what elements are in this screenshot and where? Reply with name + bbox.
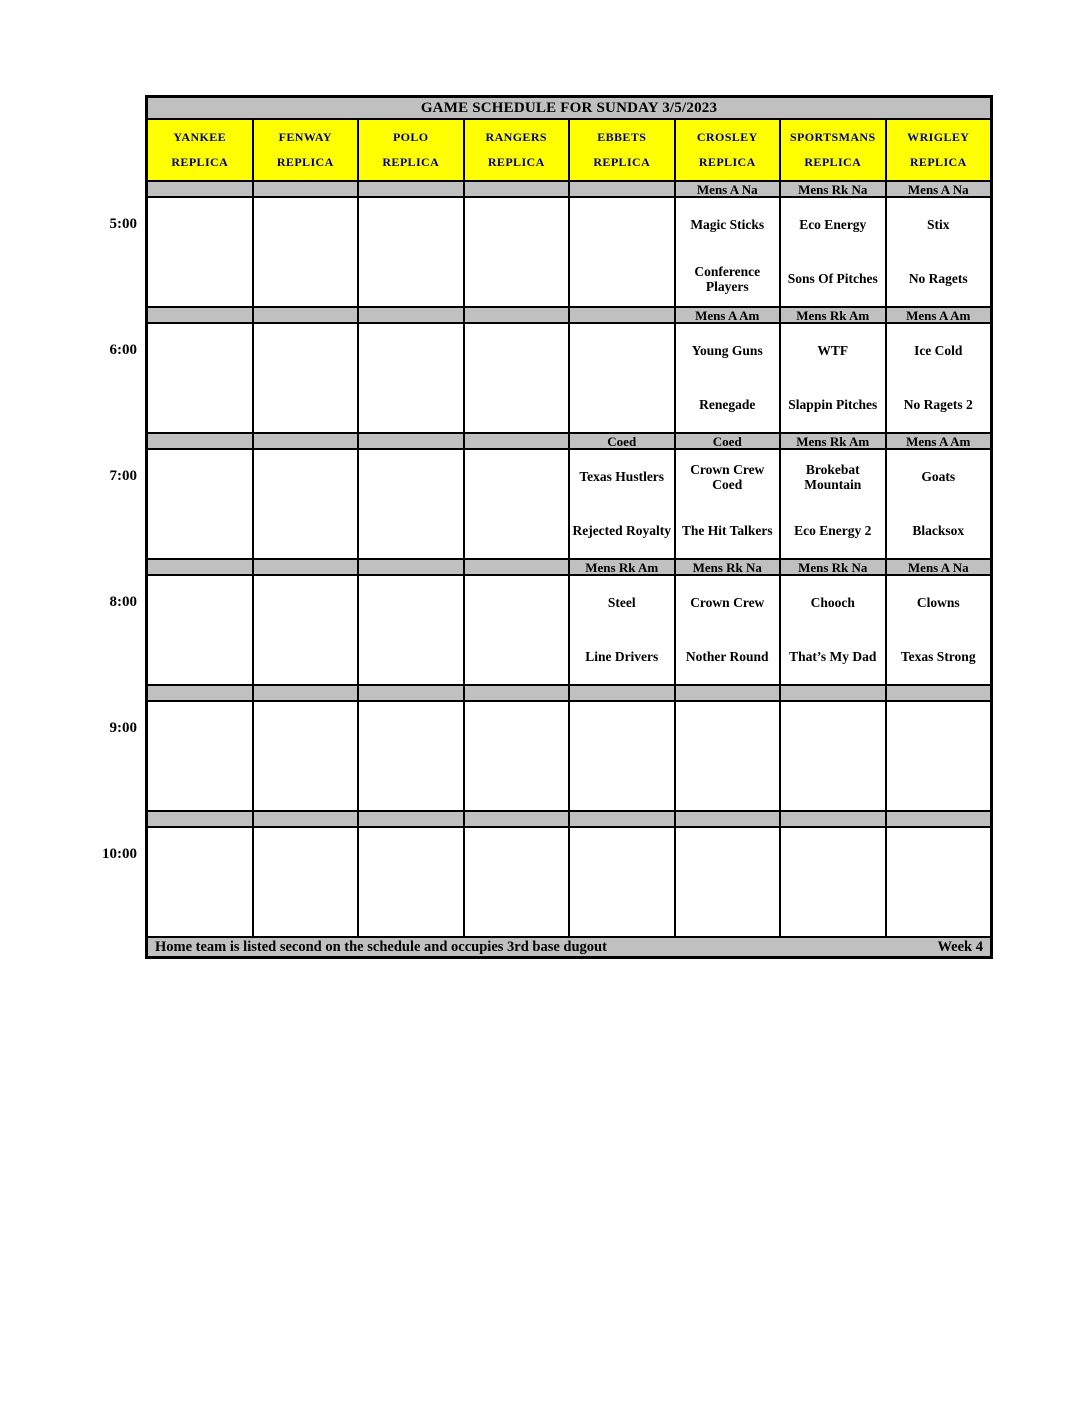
home-team: Line Drivers bbox=[585, 649, 659, 665]
visitor-team bbox=[570, 702, 674, 756]
game-cell bbox=[359, 198, 463, 306]
visitor-team bbox=[465, 324, 569, 378]
game-cell bbox=[254, 324, 358, 432]
field-header-sportsmans bbox=[781, 120, 885, 180]
visitor-team bbox=[359, 828, 463, 882]
league-label bbox=[887, 812, 991, 826]
home-team bbox=[254, 882, 358, 936]
game-cell bbox=[254, 576, 358, 684]
game-cell bbox=[781, 324, 885, 432]
home-team bbox=[570, 378, 674, 432]
league-label bbox=[359, 308, 463, 322]
visitor-team: Crown Crew Coed bbox=[690, 461, 765, 492]
visitor-team: Steel bbox=[607, 595, 636, 611]
game-cell bbox=[887, 828, 991, 936]
game-cell bbox=[148, 576, 252, 684]
game-cell bbox=[781, 450, 885, 558]
visitor-team bbox=[465, 198, 569, 252]
visitor-team bbox=[254, 198, 358, 252]
game-cell bbox=[781, 702, 885, 810]
visitor-team bbox=[254, 702, 358, 756]
visitor-team: Texas Hustlers bbox=[579, 469, 665, 485]
league-label bbox=[570, 812, 674, 826]
home-team: That’s My Dad bbox=[789, 649, 877, 665]
game-cell bbox=[148, 198, 252, 306]
field-name: RANGERS bbox=[485, 130, 547, 144]
home-team: Rejected Royalty bbox=[572, 523, 672, 539]
league-label: Mens Rk Am bbox=[781, 434, 885, 448]
home-team bbox=[359, 504, 463, 558]
game-cell bbox=[570, 450, 674, 558]
visitor-team bbox=[148, 450, 252, 504]
time-label: 5:00 bbox=[109, 216, 137, 232]
game-cell bbox=[887, 198, 991, 306]
game-cell bbox=[148, 828, 252, 936]
game-cell bbox=[676, 450, 780, 558]
visitor-team bbox=[781, 828, 885, 882]
league-label bbox=[465, 308, 569, 322]
game-cell bbox=[148, 702, 252, 810]
visitor-team: Magic Sticks bbox=[690, 217, 765, 233]
home-team bbox=[465, 756, 569, 810]
home-team bbox=[148, 630, 252, 684]
league-label: Mens Rk Na bbox=[781, 560, 885, 574]
field-name: POLO bbox=[392, 130, 429, 144]
league-label: Mens A Na bbox=[887, 182, 991, 196]
league-label: Mens Rk Na bbox=[676, 560, 780, 574]
game-cell bbox=[465, 702, 569, 810]
footer-bar bbox=[148, 938, 990, 956]
visitor-team bbox=[359, 324, 463, 378]
game-cell bbox=[781, 828, 885, 936]
game-cell bbox=[254, 828, 358, 936]
visitor-team bbox=[254, 576, 358, 630]
league-label bbox=[254, 560, 358, 574]
home-team bbox=[359, 252, 463, 306]
home-team bbox=[781, 756, 885, 810]
home-team bbox=[887, 882, 991, 936]
visitor-team bbox=[359, 702, 463, 756]
game-cell bbox=[887, 450, 991, 558]
visitor-team bbox=[465, 828, 569, 882]
league-label bbox=[359, 182, 463, 196]
league-label: Mens A Am bbox=[887, 308, 991, 322]
field-type: REPLICA bbox=[698, 155, 756, 169]
league-label bbox=[465, 686, 569, 700]
visitor-team bbox=[570, 324, 674, 378]
game-cell bbox=[676, 576, 780, 684]
league-label: Mens Rk Am bbox=[781, 308, 885, 322]
league-label bbox=[359, 434, 463, 448]
visitor-team bbox=[148, 576, 252, 630]
time-label: 6:00 bbox=[109, 342, 137, 358]
visitor-team bbox=[148, 828, 252, 882]
field-header-wrigley bbox=[887, 120, 991, 180]
visitor-team: Goats bbox=[921, 469, 956, 485]
home-team: Eco Energy 2 bbox=[794, 523, 872, 539]
league-label bbox=[570, 308, 674, 322]
field-type: REPLICA bbox=[171, 155, 229, 169]
visitor-team bbox=[359, 450, 463, 504]
visitor-team bbox=[148, 702, 252, 756]
visitor-team bbox=[676, 828, 780, 882]
league-label bbox=[254, 686, 358, 700]
home-team bbox=[781, 882, 885, 936]
home-team: No Ragets bbox=[908, 271, 968, 287]
visitor-team: Ice Cold bbox=[914, 343, 963, 359]
time-label: 8:00 bbox=[109, 594, 137, 610]
home-team bbox=[359, 378, 463, 432]
time-label: 10:00 bbox=[102, 846, 137, 862]
home-team bbox=[465, 882, 569, 936]
visitor-team bbox=[465, 702, 569, 756]
game-cell bbox=[254, 702, 358, 810]
field-type: REPLICA bbox=[382, 155, 440, 169]
game-cell bbox=[570, 702, 674, 810]
home-team: The Hit Talkers bbox=[681, 523, 773, 539]
visitor-team bbox=[148, 198, 252, 252]
home-team bbox=[676, 882, 780, 936]
game-cell bbox=[359, 828, 463, 936]
league-label bbox=[781, 686, 885, 700]
game-cell bbox=[676, 828, 780, 936]
league-label bbox=[254, 434, 358, 448]
game-cell bbox=[570, 198, 674, 306]
home-team bbox=[254, 252, 358, 306]
home-team: No Ragets 2 bbox=[903, 397, 973, 413]
game-cell bbox=[465, 828, 569, 936]
field-name: CROSLEY bbox=[696, 130, 758, 144]
footer-note: Home team is listed second on the schedule and occupies 3rd base dugout bbox=[155, 938, 607, 955]
game-cell bbox=[781, 576, 885, 684]
league-label: Mens A Na bbox=[887, 560, 991, 574]
home-team: Sons Of Pitches bbox=[787, 271, 878, 287]
schedule-title: GAME SCHEDULE FOR SUNDAY 3/5/2023 bbox=[148, 98, 990, 118]
visitor-team: Brokebat Mountain bbox=[804, 461, 862, 492]
visitor-team bbox=[570, 828, 674, 882]
game-cell bbox=[359, 324, 463, 432]
week-label: Week 4 bbox=[937, 938, 983, 955]
field-header-ebbets bbox=[570, 120, 674, 180]
game-cell bbox=[359, 702, 463, 810]
game-cell bbox=[570, 576, 674, 684]
home-team: Blacksox bbox=[912, 523, 965, 539]
game-cell bbox=[676, 702, 780, 810]
game-cell bbox=[148, 324, 252, 432]
home-team: Slappin Pitches bbox=[788, 397, 878, 413]
league-label bbox=[887, 686, 991, 700]
game-cell bbox=[570, 324, 674, 432]
visitor-team bbox=[570, 198, 674, 252]
visitor-team bbox=[465, 576, 569, 630]
field-header-yankee bbox=[148, 120, 252, 180]
home-team bbox=[148, 378, 252, 432]
game-cell bbox=[781, 198, 885, 306]
league-label bbox=[254, 812, 358, 826]
home-team bbox=[465, 252, 569, 306]
home-team bbox=[148, 504, 252, 558]
league-label bbox=[465, 560, 569, 574]
field-type: REPLICA bbox=[909, 155, 967, 169]
visitor-team: Crown Crew bbox=[690, 595, 765, 611]
visitor-team bbox=[359, 198, 463, 252]
visitor-team: Eco Energy bbox=[799, 217, 867, 233]
home-team bbox=[254, 504, 358, 558]
league-label bbox=[359, 812, 463, 826]
league-label bbox=[254, 182, 358, 196]
home-team: Conference Players bbox=[694, 263, 761, 294]
home-team bbox=[254, 378, 358, 432]
game-cell bbox=[465, 450, 569, 558]
field-header-rangers bbox=[465, 120, 569, 180]
visitor-team: Stix bbox=[926, 217, 950, 233]
league-label bbox=[465, 182, 569, 196]
league-label bbox=[254, 308, 358, 322]
schedule-table bbox=[145, 95, 993, 959]
visitor-team bbox=[148, 324, 252, 378]
home-team bbox=[570, 756, 674, 810]
league-label: Mens Rk Am bbox=[570, 560, 674, 574]
league-label bbox=[570, 686, 674, 700]
game-cell bbox=[359, 576, 463, 684]
league-label: Coed bbox=[676, 434, 780, 448]
visitor-team bbox=[254, 450, 358, 504]
league-label: Mens Rk Na bbox=[781, 182, 885, 196]
league-label bbox=[148, 308, 252, 322]
field-type: REPLICA bbox=[804, 155, 862, 169]
league-label: Coed bbox=[570, 434, 674, 448]
home-team bbox=[465, 504, 569, 558]
home-team: Texas Strong bbox=[900, 649, 976, 665]
game-cell bbox=[570, 828, 674, 936]
league-label: Mens A Am bbox=[887, 434, 991, 448]
home-team bbox=[148, 882, 252, 936]
visitor-team bbox=[887, 828, 991, 882]
home-team bbox=[359, 630, 463, 684]
home-team bbox=[359, 756, 463, 810]
game-cell bbox=[887, 324, 991, 432]
league-label bbox=[570, 182, 674, 196]
league-label bbox=[148, 812, 252, 826]
league-label bbox=[359, 560, 463, 574]
visitor-team bbox=[254, 324, 358, 378]
field-type: REPLICA bbox=[276, 155, 334, 169]
home-team bbox=[570, 252, 674, 306]
league-label bbox=[465, 812, 569, 826]
field-name: EBBETS bbox=[597, 130, 647, 144]
home-team bbox=[148, 252, 252, 306]
home-team: Renegade bbox=[699, 397, 756, 413]
visitor-team: Clowns bbox=[916, 595, 960, 611]
visitor-team bbox=[887, 702, 991, 756]
league-label bbox=[465, 434, 569, 448]
game-cell bbox=[676, 324, 780, 432]
home-team bbox=[887, 756, 991, 810]
game-cell bbox=[148, 450, 252, 558]
field-header-polo bbox=[359, 120, 463, 180]
home-team bbox=[254, 756, 358, 810]
visitor-team: Chooch bbox=[810, 595, 855, 611]
field-type: REPLICA bbox=[487, 155, 545, 169]
home-team: Nother Round bbox=[685, 649, 769, 665]
game-cell bbox=[676, 198, 780, 306]
field-header-crosley bbox=[676, 120, 780, 180]
time-label: 9:00 bbox=[109, 720, 137, 736]
league-label bbox=[148, 686, 252, 700]
visitor-team bbox=[676, 702, 780, 756]
visitor-team bbox=[781, 702, 885, 756]
game-cell bbox=[254, 198, 358, 306]
field-header-fenway bbox=[254, 120, 358, 180]
game-cell bbox=[465, 324, 569, 432]
home-team bbox=[254, 630, 358, 684]
league-label: Mens A Na bbox=[676, 182, 780, 196]
game-cell bbox=[887, 702, 991, 810]
league-label bbox=[148, 434, 252, 448]
league-label bbox=[676, 812, 780, 826]
league-label bbox=[359, 686, 463, 700]
home-team bbox=[465, 378, 569, 432]
game-cell bbox=[359, 450, 463, 558]
visitor-team: WTF bbox=[817, 343, 849, 359]
field-name: FENWAY bbox=[278, 130, 332, 144]
visitor-team bbox=[359, 576, 463, 630]
home-team bbox=[359, 882, 463, 936]
league-label bbox=[148, 560, 252, 574]
home-team bbox=[676, 756, 780, 810]
league-label bbox=[148, 182, 252, 196]
league-label: Mens A Am bbox=[676, 308, 780, 322]
visitor-team: Young Guns bbox=[691, 343, 763, 359]
home-team bbox=[148, 756, 252, 810]
home-team bbox=[465, 630, 569, 684]
field-name: WRIGLEY bbox=[907, 130, 970, 144]
game-cell bbox=[887, 576, 991, 684]
visitor-team bbox=[465, 450, 569, 504]
league-label bbox=[676, 686, 780, 700]
game-cell bbox=[465, 198, 569, 306]
league-label bbox=[781, 812, 885, 826]
game-cell bbox=[465, 576, 569, 684]
visitor-team bbox=[254, 828, 358, 882]
time-label: 7:00 bbox=[109, 468, 137, 484]
field-name: YANKEE bbox=[173, 130, 227, 144]
field-type: REPLICA bbox=[593, 155, 651, 169]
field-name: SPORTSMANS bbox=[789, 130, 876, 144]
home-team bbox=[570, 882, 674, 936]
game-cell bbox=[254, 450, 358, 558]
